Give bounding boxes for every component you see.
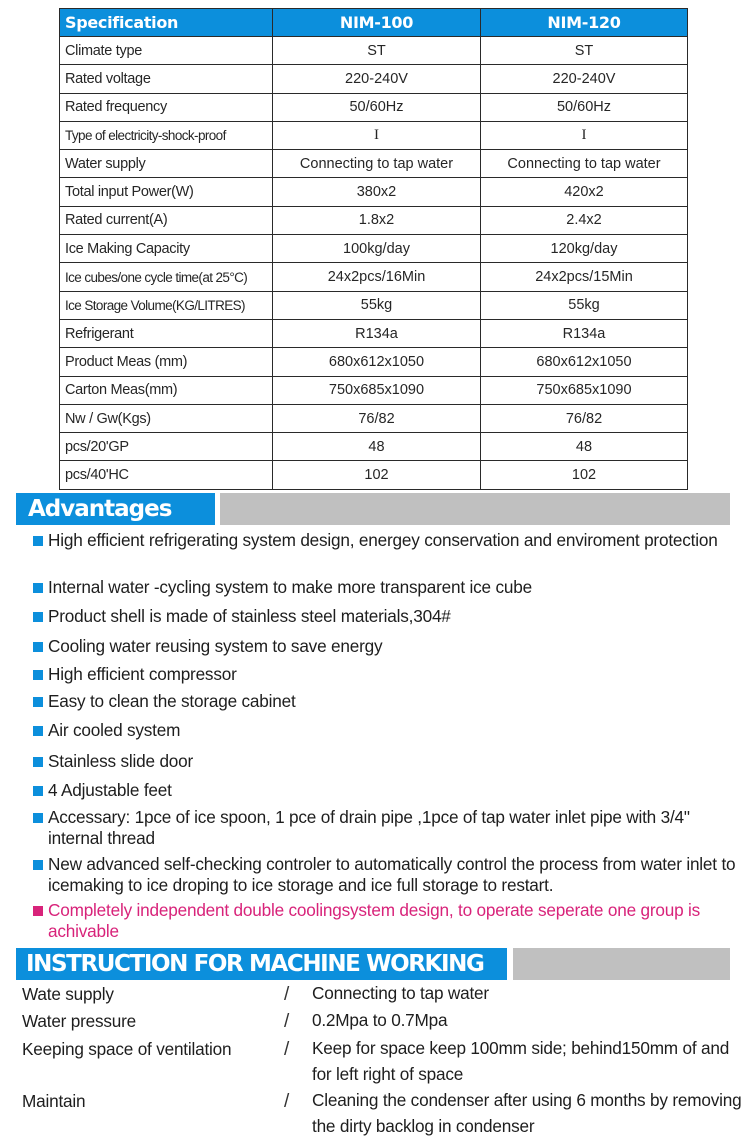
instruction-key: Maintain bbox=[22, 1091, 86, 1111]
spec-label: Water supply bbox=[60, 150, 273, 178]
spec-label: Type of electricity-shock-proof bbox=[60, 121, 273, 149]
bullet-square-icon bbox=[33, 670, 43, 680]
bullet-square-icon bbox=[33, 860, 43, 870]
instruction-key: Wate supply bbox=[22, 984, 114, 1004]
table-row bbox=[60, 461, 688, 489]
nim-120-value: R134a bbox=[481, 319, 688, 347]
nim-100-value: R134a bbox=[273, 319, 481, 347]
bullet-square-icon bbox=[33, 536, 43, 546]
advantages-section-bar bbox=[16, 493, 730, 525]
spec-label: Refrigerant bbox=[60, 319, 273, 347]
table-row bbox=[60, 121, 688, 149]
nim-100-value: 380x2 bbox=[273, 178, 481, 206]
bullet-square-icon bbox=[33, 786, 43, 796]
table-row bbox=[60, 404, 688, 432]
instruction-value: Keep for space keep 100mm side; behind150mm of and for left right of space bbox=[312, 1038, 730, 1084]
table-row bbox=[60, 235, 688, 263]
spec-label: Ice Storage Volume(KG/LITRES) bbox=[60, 291, 273, 319]
spec-label: Carton Meas(mm) bbox=[60, 376, 273, 404]
bullet-square-icon bbox=[33, 612, 43, 622]
header-nim-120: NIM-120 bbox=[481, 9, 688, 37]
table-row bbox=[60, 206, 688, 234]
nim-120-value: 2.4x2 bbox=[481, 206, 688, 234]
spec-label: Product Meas (mm) bbox=[60, 348, 273, 376]
instruction-title: INSTRUCTION FOR MACHINE WORKING bbox=[16, 948, 507, 980]
nim-100-value: 55kg bbox=[273, 291, 481, 319]
table-row bbox=[60, 150, 688, 178]
table-row bbox=[60, 93, 688, 121]
table-header-row bbox=[60, 9, 688, 37]
list-item: Accessary: 1pce of ice spoon, 1 pce of drain pipe ,1pce of tap water inlet pipe with 3/4" internal thread bbox=[33, 807, 736, 849]
list-item: Air cooled system bbox=[33, 720, 736, 741]
instruction-bar-filler bbox=[513, 948, 730, 980]
bullet-square-icon bbox=[33, 813, 43, 823]
table-row bbox=[60, 37, 688, 65]
nim-120-value: 102 bbox=[481, 461, 688, 489]
spec-label: pcs/40'HC bbox=[60, 461, 273, 489]
separator: / bbox=[284, 1011, 290, 1032]
nim-120-value: 24x2pcs/15Min bbox=[481, 263, 688, 291]
nim-120-value: 120kg/day bbox=[481, 235, 688, 263]
nim-120-value: 680x612x1050 bbox=[481, 348, 688, 376]
nim-100-value: ST bbox=[273, 37, 481, 65]
list-item: Product shell is made of stainless steel materials,304# bbox=[33, 606, 736, 627]
nim-120-value: 48 bbox=[481, 433, 688, 461]
bullet-square-icon bbox=[33, 583, 43, 593]
list-item: 4 Adjustable feet bbox=[33, 780, 736, 801]
nim-100-value: 76/82 bbox=[273, 404, 481, 432]
nim-100-value: 48 bbox=[273, 433, 481, 461]
specification-table bbox=[59, 8, 688, 490]
table-row bbox=[60, 376, 688, 404]
separator: / bbox=[284, 984, 290, 1005]
instruction-key: Keeping space of ventilation bbox=[22, 1039, 232, 1059]
list-item: Cooling water reusing system to save energy bbox=[33, 636, 736, 657]
spec-label: Ice Making Capacity bbox=[60, 235, 273, 263]
nim-120-value: 55kg bbox=[481, 291, 688, 319]
bullet-square-icon bbox=[33, 726, 43, 736]
nim-100-value: Connecting to tap water bbox=[273, 150, 481, 178]
table-row bbox=[60, 178, 688, 206]
table-row bbox=[60, 433, 688, 461]
list-item: Stainless slide door bbox=[33, 751, 736, 772]
nim-120-value: 76/82 bbox=[481, 404, 688, 432]
nim-120-value: Connecting to tap water bbox=[481, 150, 688, 178]
nim-120-value: 750x685x1090 bbox=[481, 376, 688, 404]
list-item-highlighted: Completely independent double coolingsystem design, to operate seperate one group is achivable bbox=[33, 900, 736, 942]
bullet-square-icon bbox=[33, 906, 43, 916]
advantages-bar-filler bbox=[220, 493, 730, 525]
list-item: High efficient refrigerating system design, energey conservation and enviroment protection bbox=[33, 530, 736, 551]
nim-120-value: 220-240V bbox=[481, 65, 688, 93]
instruction-key: Water pressure bbox=[22, 1011, 137, 1031]
spec-label: pcs/20'GP bbox=[60, 433, 273, 461]
bullet-square-icon bbox=[33, 642, 43, 652]
nim-120-value: 420x2 bbox=[481, 178, 688, 206]
table-row bbox=[60, 291, 688, 319]
nim-100-value: 50/60Hz bbox=[273, 93, 481, 121]
instruction-value: Cleaning the condenser after using 6 months by removing the dirty backlog in condenser bbox=[312, 1090, 742, 1136]
spec-label: Total input Power(W) bbox=[60, 178, 273, 206]
header-nim-100: NIM-100 bbox=[273, 9, 481, 37]
instruction-section-bar bbox=[16, 948, 730, 980]
spec-label: Rated current(A) bbox=[60, 206, 273, 234]
table-row bbox=[60, 319, 688, 347]
nim-100-value: I bbox=[273, 121, 481, 149]
list-item: Easy to clean the storage cabinet bbox=[33, 691, 736, 712]
separator: / bbox=[284, 1039, 290, 1060]
table-row bbox=[60, 65, 688, 93]
nim-120-value: 50/60Hz bbox=[481, 93, 688, 121]
nim-100-value: 750x685x1090 bbox=[273, 376, 481, 404]
separator: / bbox=[284, 1091, 290, 1112]
nim-100-value: 24x2pcs/16Min bbox=[273, 263, 481, 291]
nim-100-value: 220-240V bbox=[273, 65, 481, 93]
spec-label: Climate type bbox=[60, 37, 273, 65]
spec-label: Rated voltage bbox=[60, 65, 273, 93]
spec-label: Rated frequency bbox=[60, 93, 273, 121]
nim-100-value: 680x612x1050 bbox=[273, 348, 481, 376]
nim-100-value: 102 bbox=[273, 461, 481, 489]
header-specification: Specification bbox=[60, 9, 273, 37]
list-item: New advanced self-checking controler to automatically control the process from water inlet to icemaking to ice droping to ice storage and ice full storage to restart. bbox=[33, 854, 736, 896]
instruction-value: Connecting to tap water bbox=[312, 983, 489, 1003]
table-row bbox=[60, 263, 688, 291]
spec-label: Ice cubes/one cycle time(at 25°C) bbox=[60, 263, 273, 291]
nim-120-value: I bbox=[481, 121, 688, 149]
spec-label: Nw / Gw(Kgs) bbox=[60, 404, 273, 432]
nim-120-value: ST bbox=[481, 37, 688, 65]
advantages-title: Advantages bbox=[16, 493, 215, 525]
list-item: High efficient compressor bbox=[33, 664, 736, 685]
nim-100-value: 100kg/day bbox=[273, 235, 481, 263]
bullet-square-icon bbox=[33, 697, 43, 707]
instruction-value: 0.2Mpa to 0.7Mpa bbox=[312, 1010, 448, 1030]
list-item: Internal water -cycling system to make more transparent ice cube bbox=[33, 577, 736, 598]
bullet-square-icon bbox=[33, 757, 43, 767]
table-row bbox=[60, 348, 688, 376]
nim-100-value: 1.8x2 bbox=[273, 206, 481, 234]
